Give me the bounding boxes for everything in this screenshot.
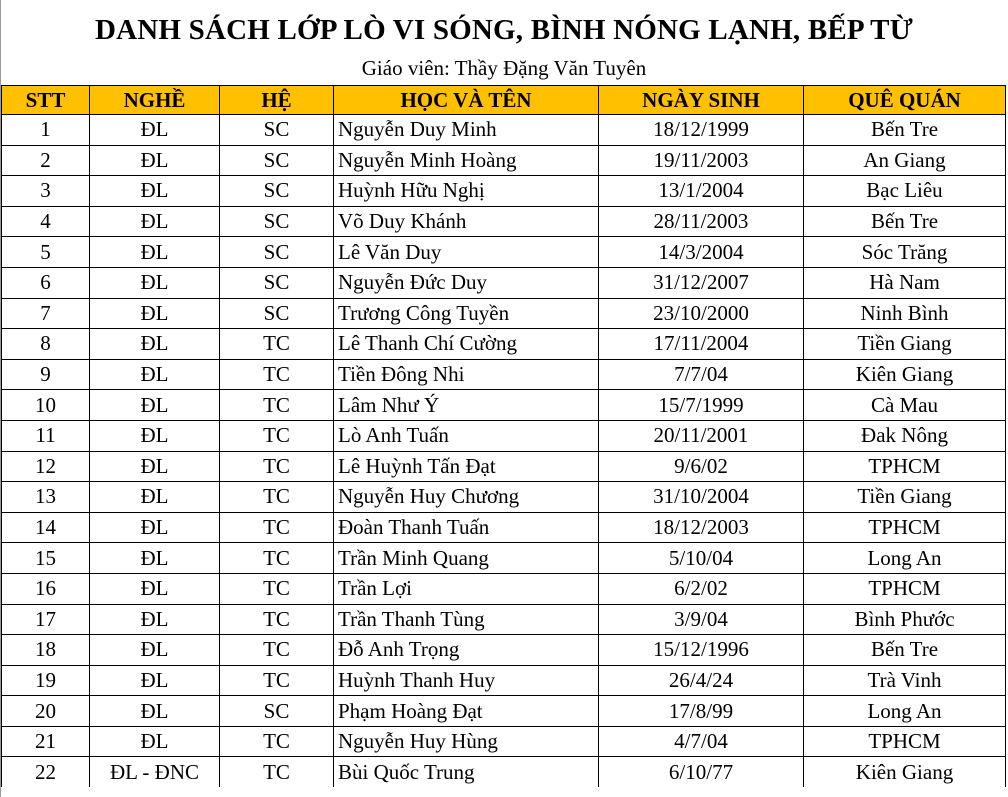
- cell-hometown[interactable]: Hà Nam: [804, 267, 1006, 298]
- cell-hometown[interactable]: Long An: [804, 696, 1006, 727]
- cell-nghe[interactable]: ĐL: [90, 329, 220, 360]
- cell-dob[interactable]: 6/2/02: [599, 573, 804, 604]
- cell-nghe[interactable]: ĐL: [90, 176, 220, 207]
- cell-name[interactable]: Lò Anh Tuấn: [334, 420, 599, 451]
- cell-nghe[interactable]: ĐL: [90, 115, 220, 146]
- cell-nghe[interactable]: ĐL: [90, 298, 220, 329]
- header-hometown[interactable]: QUÊ QUÁN: [804, 86, 1006, 115]
- cell-name[interactable]: Nguyễn Huy Chương: [334, 482, 599, 513]
- cell-hometown[interactable]: Bình Phước: [804, 604, 1006, 635]
- cell-hometown[interactable]: Tiền Giang: [804, 329, 1006, 360]
- cell-nghe[interactable]: ĐL: [90, 267, 220, 298]
- cell-hometown[interactable]: Ninh Bình: [804, 298, 1006, 329]
- cell-he[interactable]: TC: [220, 757, 334, 787]
- cell-name[interactable]: Tiền Đông Nhi: [334, 359, 599, 390]
- table-row: [2, 390, 1006, 421]
- table-row: [2, 451, 1006, 482]
- cell-he[interactable]: SC: [220, 145, 334, 176]
- cell-he[interactable]: TC: [220, 665, 334, 696]
- cell-name[interactable]: Huỳnh Hữu Nghị: [334, 176, 599, 207]
- cell-stt[interactable]: 14: [2, 512, 90, 543]
- cell-name[interactable]: Nguyễn Huy Hùng: [334, 726, 599, 757]
- cell-nghe[interactable]: ĐL: [90, 237, 220, 268]
- cell-hometown[interactable]: Bạc Liêu: [804, 176, 1006, 207]
- cell-dob[interactable]: 9/6/02: [599, 451, 804, 482]
- cell-hometown[interactable]: Bến Tre: [804, 115, 1006, 146]
- cell-hometown[interactable]: Đak Nông: [804, 420, 1006, 451]
- table-row: [2, 726, 1006, 757]
- cell-nghe[interactable]: ĐL - ĐNC: [90, 757, 220, 787]
- table-row: [2, 543, 1006, 574]
- cell-stt[interactable]: 2: [2, 145, 90, 176]
- cell-he[interactable]: SC: [220, 115, 334, 146]
- cell-hometown[interactable]: TPHCM: [804, 451, 1006, 482]
- cell-stt[interactable]: 9: [2, 359, 90, 390]
- cell-stt[interactable]: 17: [2, 604, 90, 635]
- cell-dob[interactable]: 18/12/2003: [599, 512, 804, 543]
- cell-dob[interactable]: 20/11/2001: [599, 420, 804, 451]
- cell-stt[interactable]: 19: [2, 665, 90, 696]
- cell-dob[interactable]: 7/7/04: [599, 359, 804, 390]
- table-row: [2, 206, 1006, 237]
- cell-stt[interactable]: 5: [2, 237, 90, 268]
- cell-he[interactable]: TC: [220, 329, 334, 360]
- cell-he[interactable]: TC: [220, 482, 334, 513]
- cell-hometown[interactable]: Kiên Giang: [804, 359, 1006, 390]
- cell-dob[interactable]: 19/11/2003: [599, 145, 804, 176]
- cell-hometown[interactable]: TPHCM: [804, 512, 1006, 543]
- table-row: [2, 482, 1006, 513]
- cell-dob[interactable]: 13/1/2004: [599, 176, 804, 207]
- cell-dob[interactable]: 6/10/77: [599, 757, 804, 787]
- cell-nghe[interactable]: ĐL: [90, 420, 220, 451]
- cell-hometown[interactable]: Sóc Trăng: [804, 237, 1006, 268]
- cell-dob[interactable]: 15/12/1996: [599, 635, 804, 666]
- cell-he[interactable]: TC: [220, 451, 334, 482]
- cell-he[interactable]: SC: [220, 298, 334, 329]
- cell-nghe[interactable]: ĐL: [90, 543, 220, 574]
- cell-he[interactable]: TC: [220, 726, 334, 757]
- cell-he[interactable]: TC: [220, 635, 334, 666]
- cell-he[interactable]: TC: [220, 390, 334, 421]
- table-row: [2, 604, 1006, 635]
- cell-hometown[interactable]: TPHCM: [804, 726, 1006, 757]
- cell-name[interactable]: Lâm Như Ý: [334, 390, 599, 421]
- cell-he[interactable]: SC: [220, 696, 334, 727]
- cell-stt[interactable]: 11: [2, 420, 90, 451]
- cell-nghe[interactable]: ĐL: [90, 145, 220, 176]
- cell-dob[interactable]: 31/10/2004: [599, 482, 804, 513]
- cell-stt[interactable]: 8: [2, 329, 90, 360]
- cell-he[interactable]: TC: [220, 604, 334, 635]
- cell-nghe[interactable]: ĐL: [90, 512, 220, 543]
- cell-stt[interactable]: 3: [2, 176, 90, 207]
- cell-name[interactable]: Trương Công Tuyền: [334, 298, 599, 329]
- table-row: [2, 267, 1006, 298]
- cell-hometown[interactable]: Trà Vinh: [804, 665, 1006, 696]
- cell-nghe[interactable]: ĐL: [90, 726, 220, 757]
- cell-he[interactable]: SC: [220, 206, 334, 237]
- cell-dob[interactable]: 15/7/1999: [599, 390, 804, 421]
- table-row: [2, 512, 1006, 543]
- cell-dob[interactable]: 18/12/1999: [599, 115, 804, 146]
- student-table: [1, 85, 1006, 787]
- cell-nghe[interactable]: ĐL: [90, 665, 220, 696]
- table-row: [2, 115, 1006, 146]
- cell-stt[interactable]: 20: [2, 696, 90, 727]
- header-nghe[interactable]: NGHỀ: [90, 86, 220, 115]
- table-row: [2, 696, 1006, 727]
- cell-name[interactable]: Nguyễn Duy Minh: [334, 115, 599, 146]
- cell-dob[interactable]: 3/9/04: [599, 604, 804, 635]
- table-row: [2, 635, 1006, 666]
- cell-name[interactable]: Đoàn Thanh Tuấn: [334, 512, 599, 543]
- cell-hometown[interactable]: Long An: [804, 543, 1006, 574]
- cell-nghe[interactable]: ĐL: [90, 359, 220, 390]
- header-name[interactable]: HỌC VÀ TÊN: [334, 86, 599, 115]
- cell-name[interactable]: Lê Huỳnh Tấn Đạt: [334, 451, 599, 482]
- cell-stt[interactable]: 4: [2, 206, 90, 237]
- cell-name[interactable]: Huỳnh Thanh Huy: [334, 665, 599, 696]
- cell-he[interactable]: SC: [220, 176, 334, 207]
- table-row: [2, 420, 1006, 451]
- cell-dob[interactable]: 4/7/04: [599, 726, 804, 757]
- cell-dob[interactable]: 17/8/99: [599, 696, 804, 727]
- cell-stt[interactable]: 10: [2, 390, 90, 421]
- cell-stt[interactable]: 13: [2, 482, 90, 513]
- cell-stt[interactable]: 1: [2, 115, 90, 146]
- cell-stt[interactable]: 12: [2, 451, 90, 482]
- cell-dob[interactable]: 17/11/2004: [599, 329, 804, 360]
- cell-hometown[interactable]: Cà Mau: [804, 390, 1006, 421]
- cell-he[interactable]: TC: [220, 573, 334, 604]
- cell-stt[interactable]: 18: [2, 635, 90, 666]
- cell-hometown[interactable]: Kiên Giang: [804, 757, 1006, 787]
- header-he[interactable]: HỆ: [220, 86, 334, 115]
- cell-stt[interactable]: 6: [2, 267, 90, 298]
- cell-name[interactable]: Nguyễn Minh Hoàng: [334, 145, 599, 176]
- table-row: [2, 237, 1006, 268]
- cell-stt[interactable]: 15: [2, 543, 90, 574]
- table-row: [2, 665, 1006, 696]
- cell-he[interactable]: TC: [220, 512, 334, 543]
- cell-hometown[interactable]: Bến Tre: [804, 206, 1006, 237]
- cell-name[interactable]: Phạm Hoàng Đạt: [334, 696, 599, 727]
- cell-hometown[interactable]: Tiền Giang: [804, 482, 1006, 513]
- cell-stt[interactable]: 22: [2, 757, 90, 787]
- cell-hometown[interactable]: TPHCM: [804, 573, 1006, 604]
- table-row: [2, 359, 1006, 390]
- cell-stt[interactable]: 16: [2, 573, 90, 604]
- cell-hometown[interactable]: An Giang: [804, 145, 1006, 176]
- cell-nghe[interactable]: ĐL: [90, 604, 220, 635]
- cell-nghe[interactable]: ĐL: [90, 573, 220, 604]
- cell-nghe[interactable]: ĐL: [90, 482, 220, 513]
- cell-stt[interactable]: 7: [2, 298, 90, 329]
- cell-he[interactable]: SC: [220, 267, 334, 298]
- cell-he[interactable]: TC: [220, 359, 334, 390]
- cell-he[interactable]: SC: [220, 237, 334, 268]
- header-dob[interactable]: NGÀY SINH: [599, 86, 804, 115]
- table-row: [2, 329, 1006, 360]
- cell-name[interactable]: Đỗ Anh Trọng: [334, 635, 599, 666]
- cell-nghe[interactable]: ĐL: [90, 206, 220, 237]
- table-row: [2, 145, 1006, 176]
- cell-hometown[interactable]: Bến Tre: [804, 635, 1006, 666]
- cell-dob[interactable]: 23/10/2000: [599, 298, 804, 329]
- cell-name[interactable]: Trần Lợi: [334, 573, 599, 604]
- cell-dob[interactable]: 5/10/04: [599, 543, 804, 574]
- cell-name[interactable]: Bùi Quốc Trung: [334, 757, 599, 787]
- cell-nghe[interactable]: ĐL: [90, 451, 220, 482]
- cell-dob[interactable]: 28/11/2003: [599, 206, 804, 237]
- table-row: [2, 176, 1006, 207]
- cell-name[interactable]: Trần Thanh Tùng: [334, 604, 599, 635]
- cell-name[interactable]: Võ Duy Khánh: [334, 206, 599, 237]
- cell-name[interactable]: Lê Văn Duy: [334, 237, 599, 268]
- cell-name[interactable]: Lê Thanh Chí Cường: [334, 329, 599, 360]
- cell-stt[interactable]: 21: [2, 726, 90, 757]
- page-subtitle: Giáo viên: Thầy Đặng Văn Tuyên: [361, 56, 647, 80]
- page-title: DANH SÁCH LỚP LÒ VI SÓNG, BÌNH NÓNG LẠNH, BẾP TỪ: [95, 14, 913, 46]
- cell-dob[interactable]: 26/4/24: [599, 665, 804, 696]
- cell-name[interactable]: Trần Minh Quang: [334, 543, 599, 574]
- cell-he[interactable]: TC: [220, 420, 334, 451]
- cell-nghe[interactable]: ĐL: [90, 390, 220, 421]
- cell-nghe[interactable]: ĐL: [90, 696, 220, 727]
- cell-name[interactable]: Nguyễn Đức Duy: [334, 267, 599, 298]
- table-row: [2, 298, 1006, 329]
- header-row: [2, 86, 1006, 115]
- table-row: [2, 573, 1006, 604]
- header-stt[interactable]: STT: [2, 86, 90, 115]
- cell-dob[interactable]: 14/3/2004: [599, 237, 804, 268]
- table-row: [2, 757, 1006, 787]
- cell-he[interactable]: TC: [220, 543, 334, 574]
- cell-dob[interactable]: 31/12/2007: [599, 267, 804, 298]
- cell-nghe[interactable]: ĐL: [90, 635, 220, 666]
